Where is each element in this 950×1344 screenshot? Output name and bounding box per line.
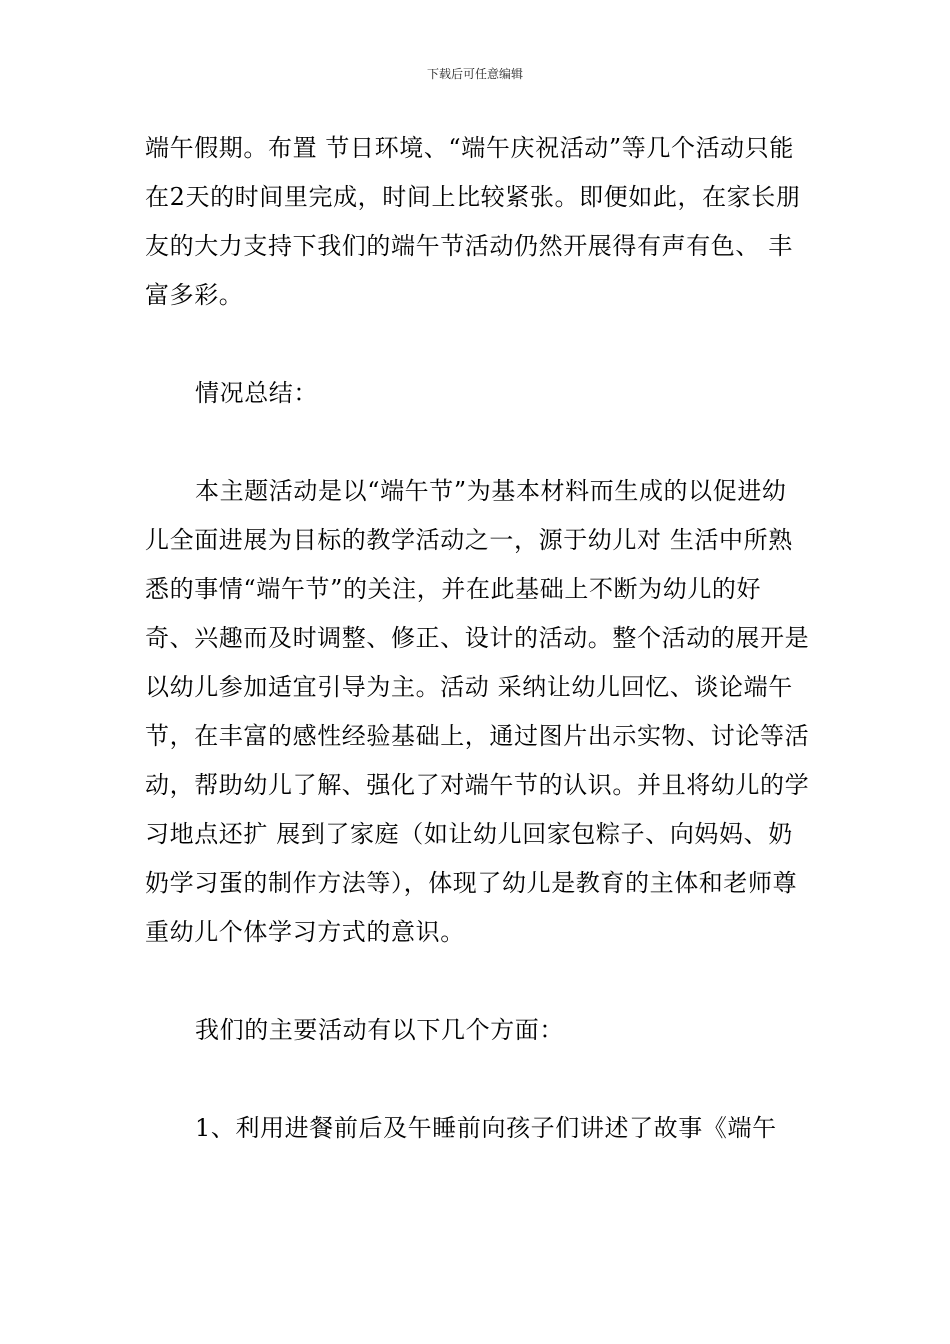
document-body <box>145 124 810 1153</box>
section-heading-activities: 我们的主要活动有以下几个方面： <box>195 1016 564 1044</box>
paragraph-gap <box>145 957 810 1006</box>
paragraph-holiday-intro: 端午假期。布置 节日环境、“端午庆祝活动”等几个活动只能在2天的时间里完成，时间上比较紧张。即便如此，在家长朋友的大力支持下我们的端午节活动仍然开展得有声有色、 丰富多彩。 <box>145 134 801 309</box>
paragraph-gap <box>145 418 810 467</box>
section-heading-summary: 情况总结： <box>195 379 318 407</box>
paragraph-summary-body: 本主题活动是以“端午节”为基本材料而生成的以促进幼儿全面进展为目标的教学活动之一，源于幼儿对 生活中所熟悉的事情“端午节”的关注，并在此基础上不断为幼儿的好奇、兴趣而及时调整、修正、设计的活动。整个活动的展开是以幼儿参加适宜引导为主。活动 采纳让幼儿回忆、谈论端午节，在丰富的感性经验基础上，通过图片出示实物、讨论等活动，帮助幼儿了解、强化了对端午节的认识。并且将幼儿的学习地点还扩 展到了家庭（如让幼儿回家包粽子、向妈妈、奶奶学习蛋的制作方法等），体现了幼儿是教育的主体和老师尊重幼儿个体学习方式的意识。 <box>145 477 810 946</box>
page-header: 下载后可任意编辑 <box>426 67 523 81</box>
paragraph-gap <box>145 320 810 369</box>
paragraph-gap <box>145 1055 810 1104</box>
list-item-activity-1: 1、利用进餐前后及午睡前向孩子们讲述了故事《端午 <box>195 1114 777 1142</box>
